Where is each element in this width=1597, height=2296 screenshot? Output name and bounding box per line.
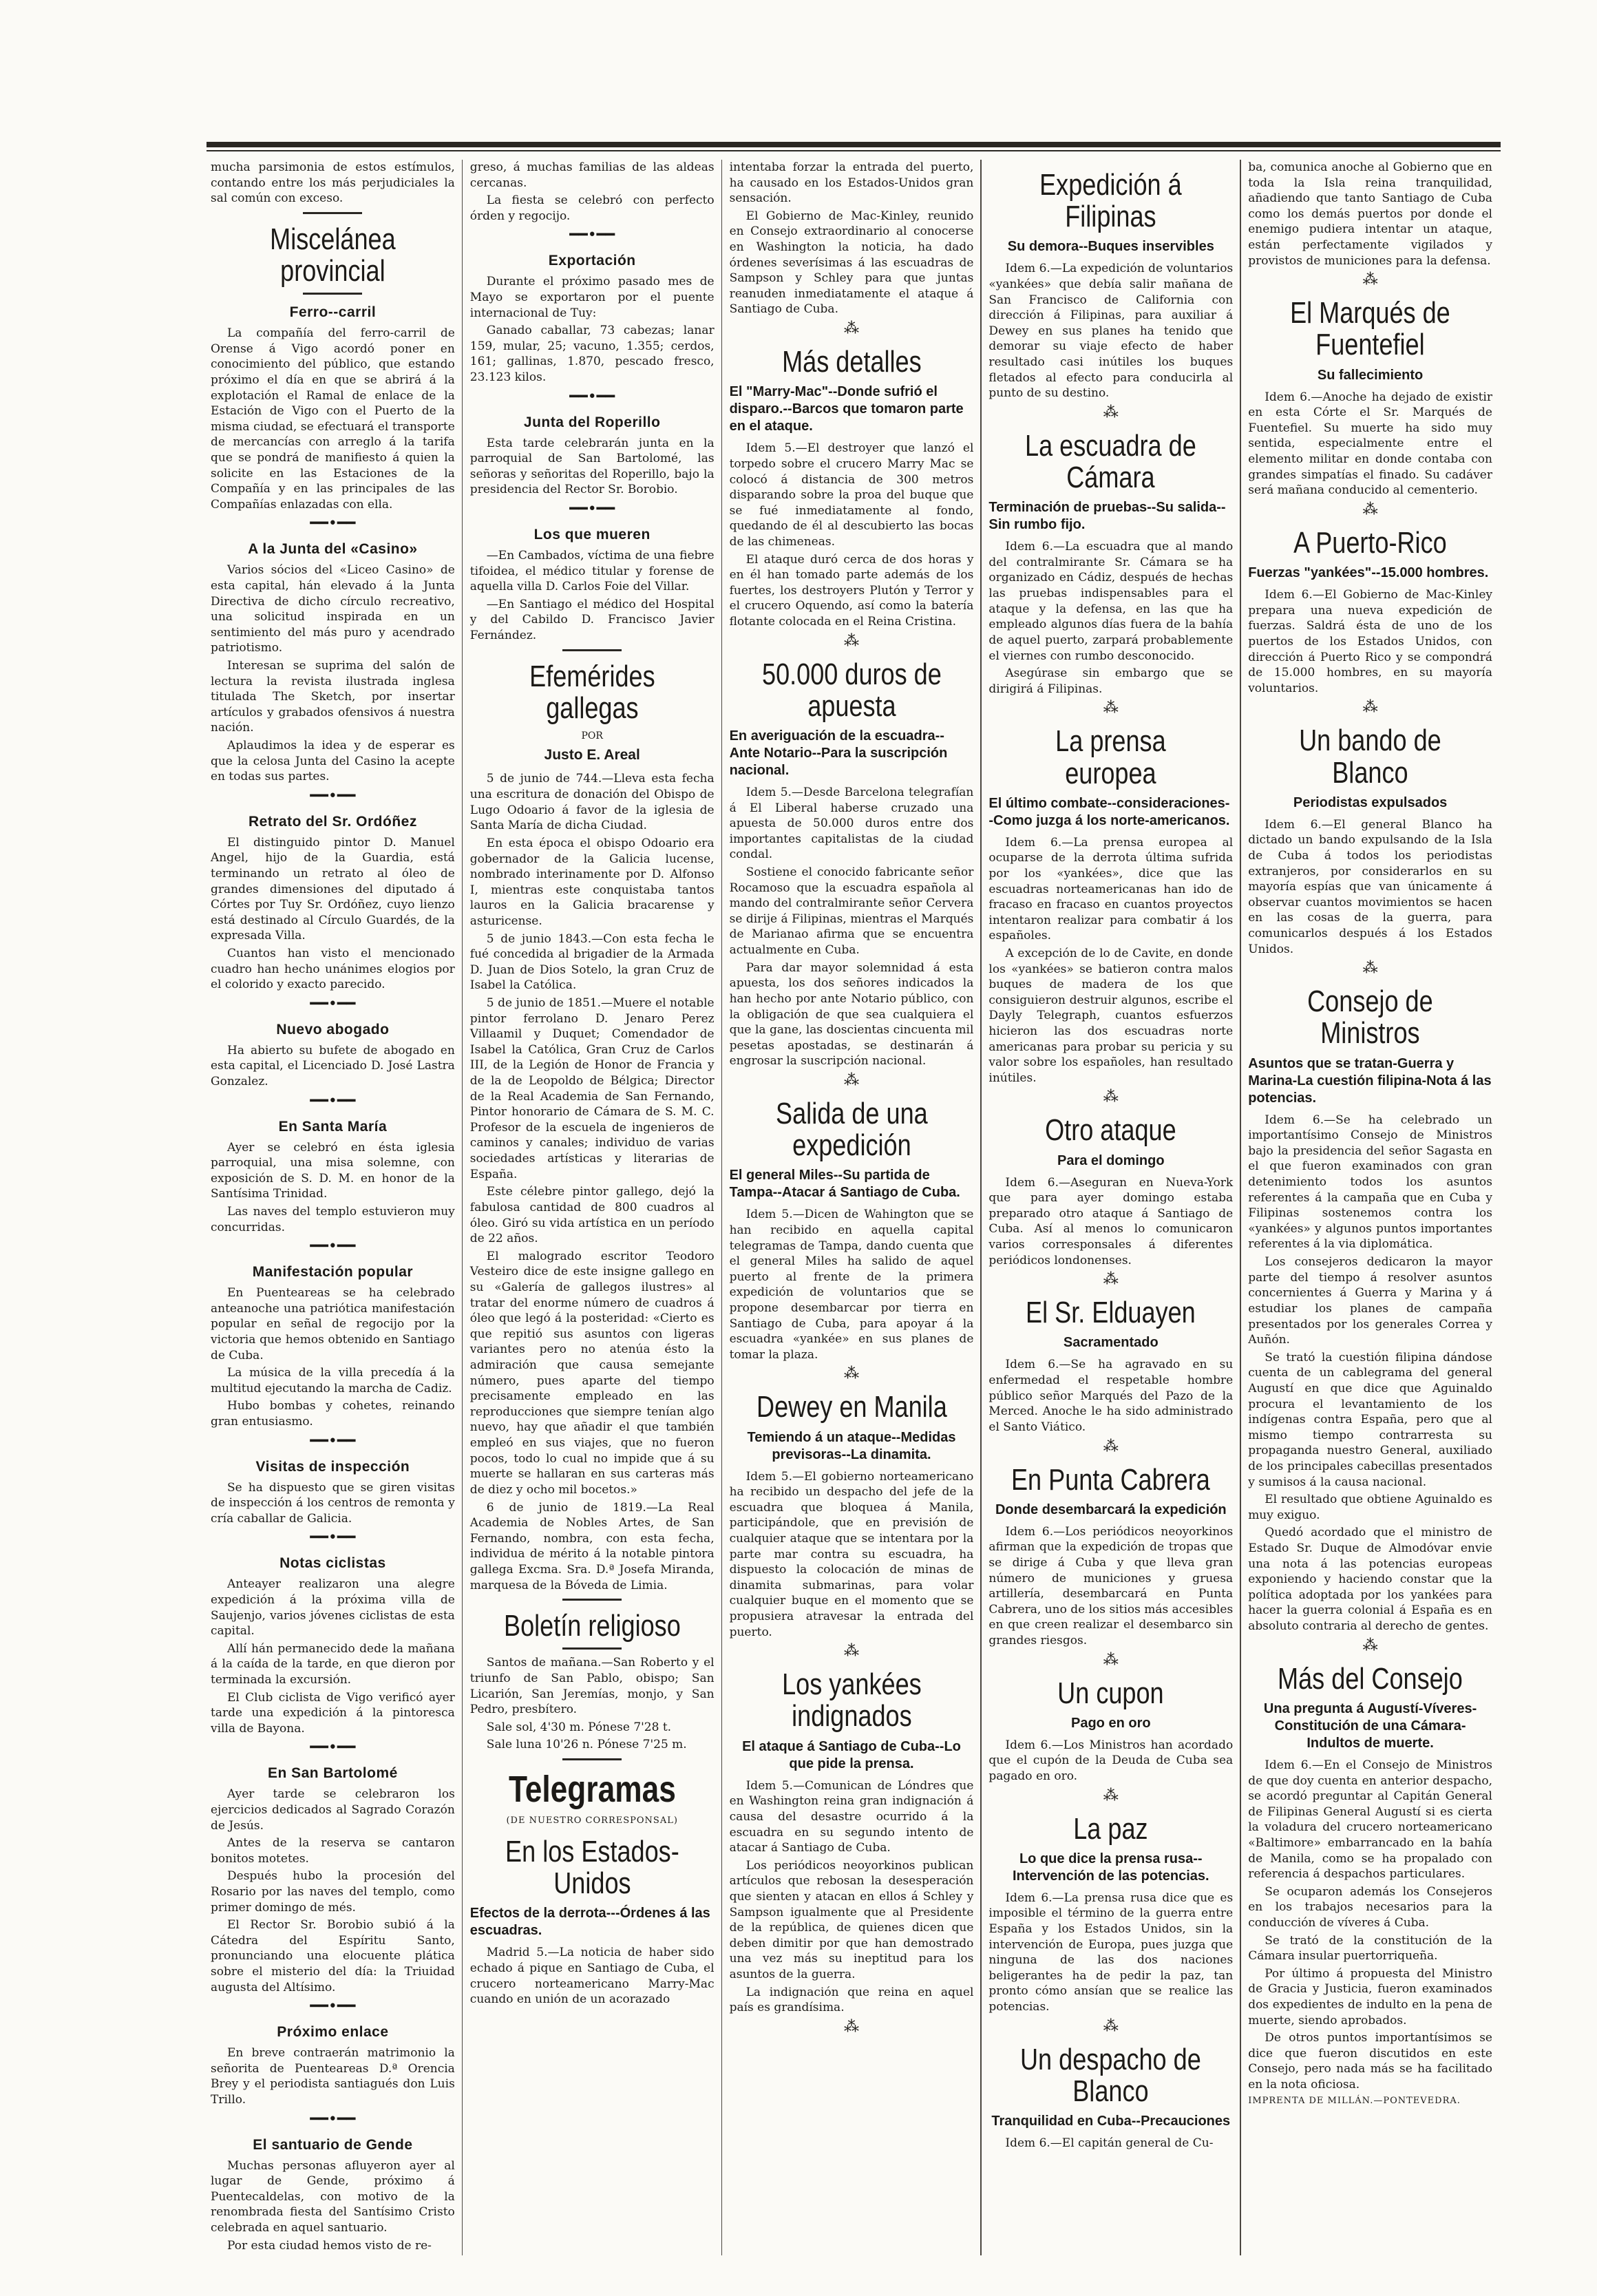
- ornament: ⁂: [1362, 699, 1378, 717]
- ornament: ━━•━━: [310, 1998, 356, 2016]
- ornament: ⁂: [1362, 1636, 1378, 1654]
- ornament: ━━•━━: [310, 1432, 356, 1450]
- ornament: ⁂: [1103, 1437, 1119, 1455]
- paragraph: Después hubo la procesión del Rosario por las naves del templo, como primer domingo de més.: [211, 1869, 455, 1915]
- news-title: Más detalles: [781, 345, 922, 379]
- paragraph: Este célebre pintor gallego, dejó la fabulosa cantidad de 800 cuadros al óleo. Giró su vida artística en un período de 22 años.: [469, 1185, 715, 1246]
- paragraph: Por último á propuesta del Ministro de Gracia y Justicia, fueron examinados dos expedientes de indulto en la pena de muerte, siendo aprobados.: [1248, 1966, 1492, 2028]
- news-subtitle: Temiendo á un ataque--Medidas previsoras--La dinamita.: [747, 1429, 956, 1462]
- item-heading: Los que mueren: [533, 526, 651, 543]
- paragraph: Idem 5.—Dicen de Wahington que se han recibido en aquella capital telegramas de Tampa, dando cuenta que el general Miles ha salido de aquel puerto al frente de la primera expedición de voluntarios que se propone desembarcar por tierra en Santiago de Cuba, para apoyar á la escuadra «yankée» en sus planes de tomar la plaza.: [729, 1208, 974, 1362]
- paragraph: Se ha dispuesto que se giren visitas de inspección á los centros de remonta y cría caballar de Galicia.: [211, 1480, 455, 1526]
- news-subtitle: El "Marry-Mac"--Donde sufrió el disparo.--Barcos que tomaron parte en el ataque.: [729, 384, 964, 434]
- item-heading: Manifestación popular: [252, 1264, 414, 1281]
- news-title: La prensa europea: [1055, 724, 1167, 790]
- news-title: El Marqués de Fuentefiel: [1290, 296, 1450, 362]
- item-heading: Ferro--carril: [289, 304, 377, 321]
- paragraph: Ayer tarde se celebraron los ejercicios dedicados al Sagrado Corazón de Jesús.: [211, 1787, 455, 1833]
- section-title: Efemérides gallegas: [529, 659, 655, 725]
- news-subtitle: Su fallecimiento: [1317, 367, 1424, 383]
- paragraph: Idem 6.—Los periódicos neoyorkinos afirman que la expedición de tropas que se dirige á Cuba y que lleva gran número de municiones y gruesa artillería, desembarcará en Punta Cabrera, uno de los sitios más accesibles en que creen realizar el desembarco sin grandes riesgos.: [988, 1524, 1234, 1647]
- item-heading: En San Bartolomé: [267, 1765, 398, 1782]
- news-title: En Punta Cabrera: [1011, 1462, 1211, 1497]
- ornament: ━━•━━: [569, 388, 615, 406]
- paragraph: Los periódicos neoyorkinos publican artículos que rebosan la desesperación que sienten y atacan en ellos á Schley y Sampson igualmente que al Presidente de la república, de quienes dicen que deben dimitir por que han demostrado una vez más su ineptitud para los asuntos de la guerra.: [729, 1858, 974, 1981]
- paragraph: Ayer se celebró en ésta iglesia parroquial, una misa solemne, con exposición de S. D. M. en honor de la Santísima Trinidad.: [211, 1140, 455, 1201]
- paragraph: mucha parsimonia de estos estímulos, contando entre los más perjudiciales la sal común con exceso.: [211, 160, 455, 206]
- correspondent-note: (DE NUESTRO CORRESPONSAL): [506, 1815, 678, 1826]
- paragraph: greso, á muchas familias de las aldeas cercanas.: [469, 160, 715, 190]
- paragraph: Idem 6.—La prensa europea al ocuparse de la derrota última sufrida por los «yankées», dice que las escuadras norteamericanas han ido de fracaso en fracaso en cuantos proyectos intentaron realizar para combatir á los españoles.: [988, 835, 1234, 943]
- news-title: Otro ataque: [1045, 1113, 1177, 1148]
- divider: [562, 649, 622, 651]
- news-title: Salida de una expedición: [775, 1096, 928, 1163]
- paragraph: En Puenteareas se ha celebrado anteanoche una patriótica manifestación popular en señal de regocijo por la victoria que hemos obtenido en Santiago de Cuba.: [211, 1286, 455, 1362]
- paragraph: Idem 6.—Aseguran en Nueva-York que para ayer domingo estaba preparado otro ataque á Santiago de Cuba. Así al menos lo comunicaron varios corresponsales á diferentes periódicos londonenses.: [988, 1175, 1234, 1267]
- paragraph: En esta época el obispo Odoario era gobernador de la Galicia lucense, nombrado interinamente por D. Alfonso I, mientras este conquistaba tantos lauros en la Galicia bracarense y asturicense.: [469, 836, 715, 928]
- paragraph: A excepción de lo de Cavite, en donde los «yankées» se batieron contra malos buques de madera de los que consiguieron destruir algunos, escribe el Dayly Telegraph, cuantos esfuerzos hicieron las dos escuadras norte americanas para probar su pericia y su valor sobre los españoles, han resultado inútiles.: [988, 946, 1234, 1085]
- news-title: Consejo de Ministros: [1307, 984, 1433, 1051]
- ornament: ⁂: [843, 320, 859, 338]
- news-title: Un bando de Blanco: [1299, 724, 1441, 790]
- paragraph: Durante el próximo pasado mes de Mayo se exportaron por el puente internacional de Tuy:: [469, 275, 715, 320]
- section-title: Boletín religioso: [503, 1609, 681, 1643]
- paragraph: Idem 6.—El capitán general de Cu-: [1005, 2136, 1214, 2151]
- ornament: ⁂: [1103, 1651, 1119, 1669]
- item-heading: Visitas de inspección: [255, 1458, 410, 1475]
- news-subtitle: Una pregunta á Augustí-Víveres-Constitución de una Cámara-Indultos de muerte.: [1263, 1700, 1477, 1751]
- paragraph: Ganado caballar, 73 cabezas; lanar 159, mular, 25; vacuno, 1.355; cerdos, 161; gallinas, 1.870, pescado fresco, 23.123 kilos.: [469, 324, 715, 385]
- paragraph: Anteayer realizaron una alegre expedición á la próxima villa de Saujenjo, varios jóvenes ciclistas de esta capital.: [211, 1577, 455, 1639]
- paragraph: Esta tarde celebrarán junta en la parroquial de San Bartolomé, las señoras y señoritas del Roperillo, bajo la presidencia del Rector Sr. Borobio.: [469, 436, 715, 497]
- paragraph: Idem 5.—Comunican de Lóndres que en Washington reina gran indignación á causa del desastre ocurrido á la escuadra en su segundo intento de atacar á Santiago de Cuba.: [729, 1778, 974, 1855]
- paragraph: El Gobierno de Mac-Kinley, reunido en Consejo extraordinario al conocerse en Washington la noticia, ha dado órdenes severísimas á las escuadras de Sampson y Schley para que juntas reanuden inmediatamente el ataque á Santiago de Cuba.: [729, 209, 974, 317]
- paragraph: Sale luna 10'26 n. Pónese 7'25 m.: [486, 1738, 687, 1752]
- ornament: ⁂: [843, 2018, 859, 2036]
- divider: [562, 1647, 622, 1650]
- paragraph: La música de la villa precedía á la multitud ejecutando la marcha de Cadiz.: [211, 1366, 455, 1395]
- paragraph: El distinguido pintor D. Manuel Angel, hijo de la Guardia, está terminando un retrato al óleo de grandes dimensiones del diputado á Córtes por Tuy Sr. Ordóñez, cuyo lienzo está destinado al Círculo Guardés, de la expresada Villa.: [211, 835, 455, 943]
- paragraph: —En Santiago el médico del Hospital y del Cabildo D. Francisco Javier Fernández.: [469, 597, 715, 642]
- column-2: [470, 160, 715, 2255]
- paragraph: Sale sol, 4'30 m. Pónese 7'28 t.: [486, 1720, 672, 1734]
- news-subtitle: Pago en oro: [1071, 1715, 1151, 1731]
- news-subtitle: Terminación de pruebas--Su salida--Sin rumbo fijo.: [988, 500, 1226, 533]
- ornament: ⁂: [1103, 403, 1119, 421]
- ornament: ━━•━━: [310, 1238, 356, 1256]
- paragraph: Idem 6.—En el Consejo de Ministros de que doy cuenta en anterior despacho, se acordó preguntar al Capitán General de Filipinas General Augustí si es cierta la voladura del crucero norteamericano «Baltimore» embarrancado en la bahía de Manila, como se ha propalado con referencia á despachos particulares.: [1248, 1758, 1492, 1882]
- paragraph: 5 de junio 1843.—Con esta fecha le fué concedida al brigadier de la Armada D. Juan de Dios Sotelo, la gran Cruz de Isabel la Católica.: [469, 931, 715, 993]
- paragraph: Idem 5.—El gobierno norteamericano ha recibido un despacho del jefe de la escuadra que bloquea á Manila, participándole, que en previsión de cualquier ataque que se intentara por la parte mar contra su escuadra, ha dispuesto la colocación de minas de dinamita submarinas, para volar cualquier buque en el momento que se propusiera atravesar la entrada del puerto.: [729, 1469, 974, 1639]
- paragraph: intentaba forzar la entrada del puerto, ha causado en los Estados-Unidos gran sensación.: [729, 160, 974, 206]
- item-heading: En Santa María: [278, 1118, 388, 1135]
- news-subtitle: El general Miles--Su partida de Tampa--Atacar á Santiago de Cuba.: [729, 1168, 960, 1201]
- divider: [562, 1758, 622, 1760]
- paragraph: Las naves del templo estuvieron muy concurridas.: [211, 1205, 455, 1234]
- paragraph: Idem 6.—La prensa rusa dice que es imposible el término de la guerra entre España y los Estados Unidos, sin la intervención de Europa, pues juzga que ninguna de las dos naciones beligerantes ha de pedir la paz, tan pronto cómo ansían que se realice las potencias.: [988, 1890, 1234, 2014]
- ornament: ⁂: [1362, 960, 1378, 978]
- ornament: ━━•━━: [310, 1092, 356, 1110]
- news-title: Más del Consejo: [1278, 1661, 1463, 1696]
- paragraph: 5 de junio de 1851.—Muere el notable pintor ferrolano D. Jenaro Perez Villaamil y Duquet; Comendador de Isabel la Católica, Gran Cruz de Carlos III, de la Legión de Honor de Francia y de la de Leopoldo de Bélgica; Director de la Real Academia de San Fernando, Pintor honorario de Cámara de S. M. C. Profesor de la escuela de ingenieros de caminos y canales; individuo de varias sociedades artísticas y literarias de España.: [469, 996, 715, 1181]
- news-title: En los Estados-Unidos: [505, 1834, 679, 1901]
- paragraph: Se ocuparon además los Consejeros en los trabajos necesarios para la conducción de víveres á Cuba.: [1248, 1884, 1492, 1930]
- paragraph: Idem 6.—Se ha celebrado un importantísimo Consejo de Ministros bajo la presidencia del señor Sagasta en el que fueron examinados con gran detenimiento todos los asuntos referentes á la campaña que en Cuba y Filipinas sostenemos contra los «yankées» y algunos puntos importantes referentes á la via diplomática.: [1248, 1113, 1492, 1252]
- paragraph: El ataque duró cerca de dos horas y en él han tomado parte además de los fuertes, los destroyers Plutón y Terror y el crucero Oquendo, así como la batería flotante colocada en el Reina Cristina.: [729, 552, 974, 629]
- item-heading: Próximo enlace: [277, 2024, 389, 2041]
- ornament: ⁂: [1362, 271, 1378, 289]
- news-subtitle: El último combate--consideraciones--Como juzga á los norte-americanos.: [988, 795, 1230, 828]
- item-heading: El santuario de Gende: [253, 2136, 413, 2153]
- ornament: ⁂: [843, 632, 859, 650]
- newspaper-page: [211, 160, 1492, 2253]
- ornament: ━━•━━: [569, 227, 615, 244]
- paragraph: La compañía del ferro-carril de Orense á Vigo acordó poner en conocimiento del público, que estando próximo el día en que se abrirá á la explotación el Ramal de enlace de la Estación de Vigo con el Puerto de la misma ciudad, se efectuará el transporte de mercancías con arreglo á la tarifa que se pondrá de manifiesto á quien la solicite en las Estaciones de la Compañía y en las principales de las Compañías enlazadas con ella.: [211, 326, 455, 512]
- paragraph: Idem 6.—El Gobierno de Mac-Kinley prepara una nueva expedición de fuerzas. Saldrá ésta de uno de los puertos de los Estados Unidos, con dirección á Puerto Rico y se compondrá de 15.000 hombres, en su mayoría voluntarios.: [1248, 588, 1492, 695]
- ornament: ━━•━━: [310, 787, 356, 805]
- paragraph: Aplaudimos la idea y de esperar es que la celosa Junta del Casino la acepte en todas sus partes.: [211, 739, 455, 784]
- ornament: ⁂: [1103, 1787, 1119, 1804]
- news-title: Los yankées indignados: [781, 1667, 922, 1734]
- paragraph: Hubo bombas y cohetes, reinando gran entusiasmo.: [211, 1399, 455, 1429]
- ornament: ━━•━━: [310, 515, 356, 533]
- paragraph: Varios sócios del «Liceo Casino» de esta capital, hán elevado á la Junta Directiva de dicho círculo recreativo, una solicitud inspirada en un sentimiento del más puro y acendrado patriotismo.: [211, 563, 455, 655]
- news-subtitle: El ataque á Santiago de Cuba--Lo que pide la prensa.: [742, 1738, 961, 1771]
- ornament: ━━•━━: [310, 1529, 356, 1547]
- news-subtitle: Donde desembarcará la expedición: [995, 1502, 1227, 1517]
- news-title: Expedición á Filipinas: [1039, 168, 1183, 234]
- news-subtitle: Sacramentado: [1063, 1335, 1159, 1351]
- paragraph: Se trató de la constitución de la Cámara insular puertorriqueña.: [1248, 1933, 1492, 1963]
- item-heading: Retrato del Sr. Ordóñez: [248, 813, 417, 830]
- paragraph: Idem 6.—Se ha agravado en su enfermedad el respetable hombre público señor Marqués del Pazo de la Merced. Anoche le ha sido administrado el Santo Viático.: [988, 1358, 1234, 1434]
- news-title: Un cupon: [1057, 1676, 1165, 1710]
- news-subtitle: Efectos de la derrota---Órdenes á las escuadras.: [469, 1906, 710, 1939]
- item-heading: Exportación: [548, 253, 636, 269]
- ornament: ⁂: [843, 1071, 859, 1089]
- column-1: [211, 160, 455, 2255]
- paragraph: Idem 6.—La expedición de voluntarios «yankées» que debía salir mañana de San Francisco de California con dirección á Filipinas, para auxiliar á Dewey en sus planes ha tenido que demorar su viaje efecto de haber resultado casi inútiles los buques fletados al efecto para conducirla al punto de su destino.: [988, 262, 1234, 401]
- paragraph: 6 de junio de 1819.—La Real Academia de Nobles Artes, de San Fernando, nombra, con esta fecha, individua de mérito á la notable pintora gallega Excma. Sra. D.ª Josefa Miranda, marquesa de la Bóveda de Limia.: [469, 1500, 715, 1592]
- news-title: A Puerto-Rico: [1293, 525, 1447, 560]
- news-subtitle: Su demora--Buques inservibles: [1007, 239, 1214, 255]
- paragraph: El malogrado escritor Teodoro Vesteiro dice de este insigne gallego en su «Galería de gallegos ilustres» al tratar del enorme número de cuadros á óleo que legó á la posteridad: «Cierto es que repitió sus asuntos con ligeras variantes pero no atenúa ésto la admiración que causa semejante número, pues aparte del tiempo precisamente empleado en las reproducciones que siempre tenían algo nuevo, hay que añadir el que también empleó en sus viajes, que no fueron pocos, todo lo cual no impide que á su muerte se hallaran en sus carteras más de diez y ocho mil bocetos.»: [469, 1249, 715, 1497]
- news-subtitle: Lo que dice la prensa rusa--Intervención de las potencias.: [1012, 1851, 1209, 1884]
- paragraph: Quedó acordado que el ministro de Estado Sr. Duque de Almodóvar envie una nota á las potencias europeas exponiendo y haciendo constar que la política adoptada por los yankées para hacer la guerra colonial á España es en absoluto contraria al derecho de gentes.: [1248, 1526, 1492, 1634]
- paragraph: Sostiene el conocido fabricante señor Rocamoso que la escuadra española al mando del contralmirante señor Cervera se dirije á Filipinas, mientras el Marqués de Marianao afirma que se encuentra actualmente en Cuba.: [729, 865, 974, 958]
- byline: POR: [581, 730, 603, 741]
- paragraph: —En Cambados, víctima de una fiebre tifoidea, el médico titular y forense de aquella villa D. Carlos Foie del Villar.: [469, 548, 715, 594]
- ornament: ⁂: [1103, 1088, 1119, 1106]
- column-4: [988, 160, 1233, 2255]
- item-heading: Notas ciclistas: [279, 1555, 386, 1572]
- ornament: ⁂: [1362, 501, 1378, 518]
- paragraph: Allí hán permanecido dede la mañana á la caída de la tarde, en que dieron por terminada la excursión.: [211, 1641, 455, 1687]
- paragraph: Cuantos han visto el mencionado cuadro han hecho unánimes elogios por el colorido y exacto parecido.: [211, 947, 455, 992]
- ornament: ━━•━━: [310, 2110, 356, 2128]
- divider: [562, 1599, 622, 1601]
- paragraph: Asegúrase sin embargo que se dirigirá á Filipinas.: [988, 666, 1234, 696]
- ornament: ⁂: [843, 1643, 859, 1661]
- column-3: [730, 160, 974, 2255]
- divider: [303, 212, 362, 214]
- news-title: La escuadra de Cámara: [1025, 428, 1197, 495]
- ornament: ⁂: [1103, 1271, 1119, 1289]
- paragraph: El resultado que obtiene Aguinaldo es muy exiguo.: [1248, 1493, 1492, 1522]
- section-title: Telegramas: [508, 1769, 676, 1810]
- divider: [303, 293, 362, 295]
- paragraph: 5 de junio de 744.—Lleva esta fecha una escritura de donación del Obispo de Lugo Odoario á favor de la iglesia de Santa María de dicha Ciudad.: [469, 772, 715, 833]
- paragraph: Interesan se suprima del salón de lectura la revista ilustrada inglesa titulada The Sketch, por insertar artículos y grabados ofensivos á nuestra nación.: [211, 659, 455, 735]
- ornament: ⁂: [1103, 2017, 1119, 2035]
- author: Justo E. Areal: [544, 746, 640, 763]
- paragraph: La indignación que reina en aquel país es grandísima.: [729, 1985, 974, 2015]
- news-title: El Sr. Elduayen: [1026, 1296, 1196, 1330]
- news-subtitle: Tranquilidad en Cuba--Precauciones: [991, 2114, 1231, 2129]
- news-subtitle: Para el domingo: [1057, 1152, 1165, 1168]
- paragraph: Idem 6.—Los Ministros han acordado que el cupón de la Deuda de Cuba sea pagado en oro.: [988, 1738, 1234, 1783]
- item-heading: A la Junta del «Casino»: [248, 541, 418, 558]
- ornament: ⁂: [1103, 699, 1119, 717]
- paragraph: De otros puntos importantísimos se dice que fueron discutidos en este Consejo, pero nada más se ha facilitado en la nota oficiosa.: [1248, 2031, 1492, 2092]
- news-subtitle: En averiguación de la escuadra--Ante Notario--Para la suscripción nacional.: [729, 728, 948, 778]
- news-subtitle: Fuerzas "yankées"--15.000 hombres.: [1248, 565, 1489, 581]
- paragraph: Madrid 5.—La noticia de haber sido echado á pique en Santiago de Cuba, el crucero norteamericano Marry-Mac cuando en unión de un acorazado: [469, 1946, 715, 2007]
- paragraph: Antes de la reserva se cantaron bonitos motetes.: [211, 1836, 455, 1866]
- paragraph: En breve contraerán matrimonio la señorita de Puenteareas D.ª Orencia Brey y el periodista santiagués don Luis Trillo.: [211, 2046, 455, 2107]
- paragraph: ba, comunica anoche al Gobierno que en toda la Isla reina tranquilidad, añadiendo que tanto Santiago de Cuba como los demás puertos por donde el enemigo pudiera intentar un ataque, están perfectamente vigilados y provistos de municiones para la defensa.: [1248, 160, 1492, 268]
- top-rule: [207, 142, 1501, 147]
- paragraph: Idem 6.—La escuadra que al mando del contralmirante Sr. Cámara se ha organizado en Cádiz, después de hechas las pruebas indispensables para el ataque y la defensa, en las que ha empleado algunos días fuera de la bahía de aquel puerto, zarpará probablemente el viernes con rumbo desconocido.: [988, 540, 1234, 663]
- top-rule-thin: [207, 150, 1501, 151]
- paragraph: La fiesta se celebró con perfecto órden y regocijo.: [469, 193, 715, 223]
- paragraph: Idem 5.—Desde Barcelona telegrafían á El Liberal haberse cruzado una apuesta de 50.000 duros entre dos importantes capitalistas de la ciudad condal.: [729, 785, 974, 862]
- news-title: 50.000 duros de apuesta: [761, 657, 942, 723]
- printer-imprint: IMPRENTA DE MILLÁN.—PONTEVEDRA.: [1248, 2095, 1461, 2106]
- paragraph: Muchas personas afluyeron ayer al lugar de Gende, próximo á Puentecaldelas, con motivo de la renombrada fiesta del Santísimo Cristo celebrada en aquel santuario.: [211, 2158, 455, 2235]
- paragraph: Idem 5.—El destroyer que lanzó el torpedo sobre el crucero Marry Mac se colocó á distancia de 300 metros disparando sobre la proa del buque que se fué inmediatamente al fondo, quedando de él al descubierto las bocas de las chimeneas.: [729, 441, 974, 549]
- section-title: Miscelánea provincial: [270, 222, 396, 288]
- paragraph: Idem 6.—Anoche ha dejado de existir en esta Córte el Sr. Marqués de Fuentefiel. Su muerte ha sido muy sentida, especialmente entre el elemento militar en donde contaba con grandes simpatías el finado. Su cadáver será mañana conducido al cementerio.: [1248, 390, 1492, 498]
- ornament: ━━•━━: [310, 1739, 356, 1757]
- paragraph: Santos de mañana.—San Roberto y el triunfo de San Pablo, obispo; San Licarión, San Jeremías, monjo, y San Pedro, presbítero.: [469, 1656, 715, 1717]
- paragraph: Se trató la cuestión filipina dándose cuenta de un cablegrama del general Augustí en que dice que Aguinaldo procura el levantamiento de los indígenas contra España, pero que al mismo tiempo contrarresta su propaganda nuestro General, auxiliado de los principales cabecillas presentados y sumisos á la causa nacional.: [1248, 1350, 1492, 1489]
- ornament: ━━•━━: [310, 995, 356, 1013]
- paragraph: Ha abierto su bufete de abogado en esta capital, el Licenciado D. José Lastra Gonzalez.: [211, 1043, 455, 1089]
- ornament: ━━•━━: [569, 500, 615, 518]
- paragraph: Para dar mayor solemnidad á esta apuesta, los dos señores indicados la han hecho por ante Notario público, con la obligación de que sea cualquiera el que la gane, las doscientas cincuenta mil pesetas apostadas, se destinarán á engrosar la suscripción nacional.: [729, 960, 974, 1068]
- news-subtitle: Asuntos que se tratan-Guerra y Marina-La cuestión filipina-Nota á las potencias.: [1248, 1055, 1492, 1106]
- column-5: [1248, 160, 1492, 2255]
- news-title: Dewey en Manila: [756, 1390, 947, 1424]
- paragraph: Por esta ciudad hemos visto de re-: [227, 2238, 432, 2253]
- news-title: Un despacho de Blanco: [1020, 2042, 1202, 2108]
- paragraph: El Club ciclista de Vigo verificó ayer tarde una expedición á la pintoresca villa de Bayona.: [211, 1690, 455, 1736]
- paragraph: Los consejeros dedicaron la mayor parte del tiempo á resolver asuntos concernientes á Guerra y Marina y á estudiar los planes de campaña presentados por los generales Correa y Auñón.: [1248, 1255, 1492, 1347]
- paragraph: El Rector Sr. Borobio subió á la Cátedra del Espíritu Santo, pronunciando una elocuente plática sobre el misterio del día: la Triuidad augusta del Altísimo.: [211, 1918, 455, 1994]
- news-title: La paz: [1073, 1811, 1148, 1846]
- news-subtitle: Periodistas expulsados: [1293, 794, 1448, 810]
- item-heading: Junta del Roperillo: [523, 414, 661, 430]
- ornament: ⁂: [843, 1365, 859, 1383]
- paragraph: Idem 6.—El general Blanco ha dictado un bando expulsando de la Isla de Cuba á todos los periodistas extranjeros, por considerarlos en su mayoría espías que van únicamente á observar cuantos movimientos se hacen en las cosas de la guerra, para comunicarlos después á los Estados Unidos.: [1248, 817, 1492, 956]
- item-heading: Nuevo abogado: [276, 1021, 390, 1038]
